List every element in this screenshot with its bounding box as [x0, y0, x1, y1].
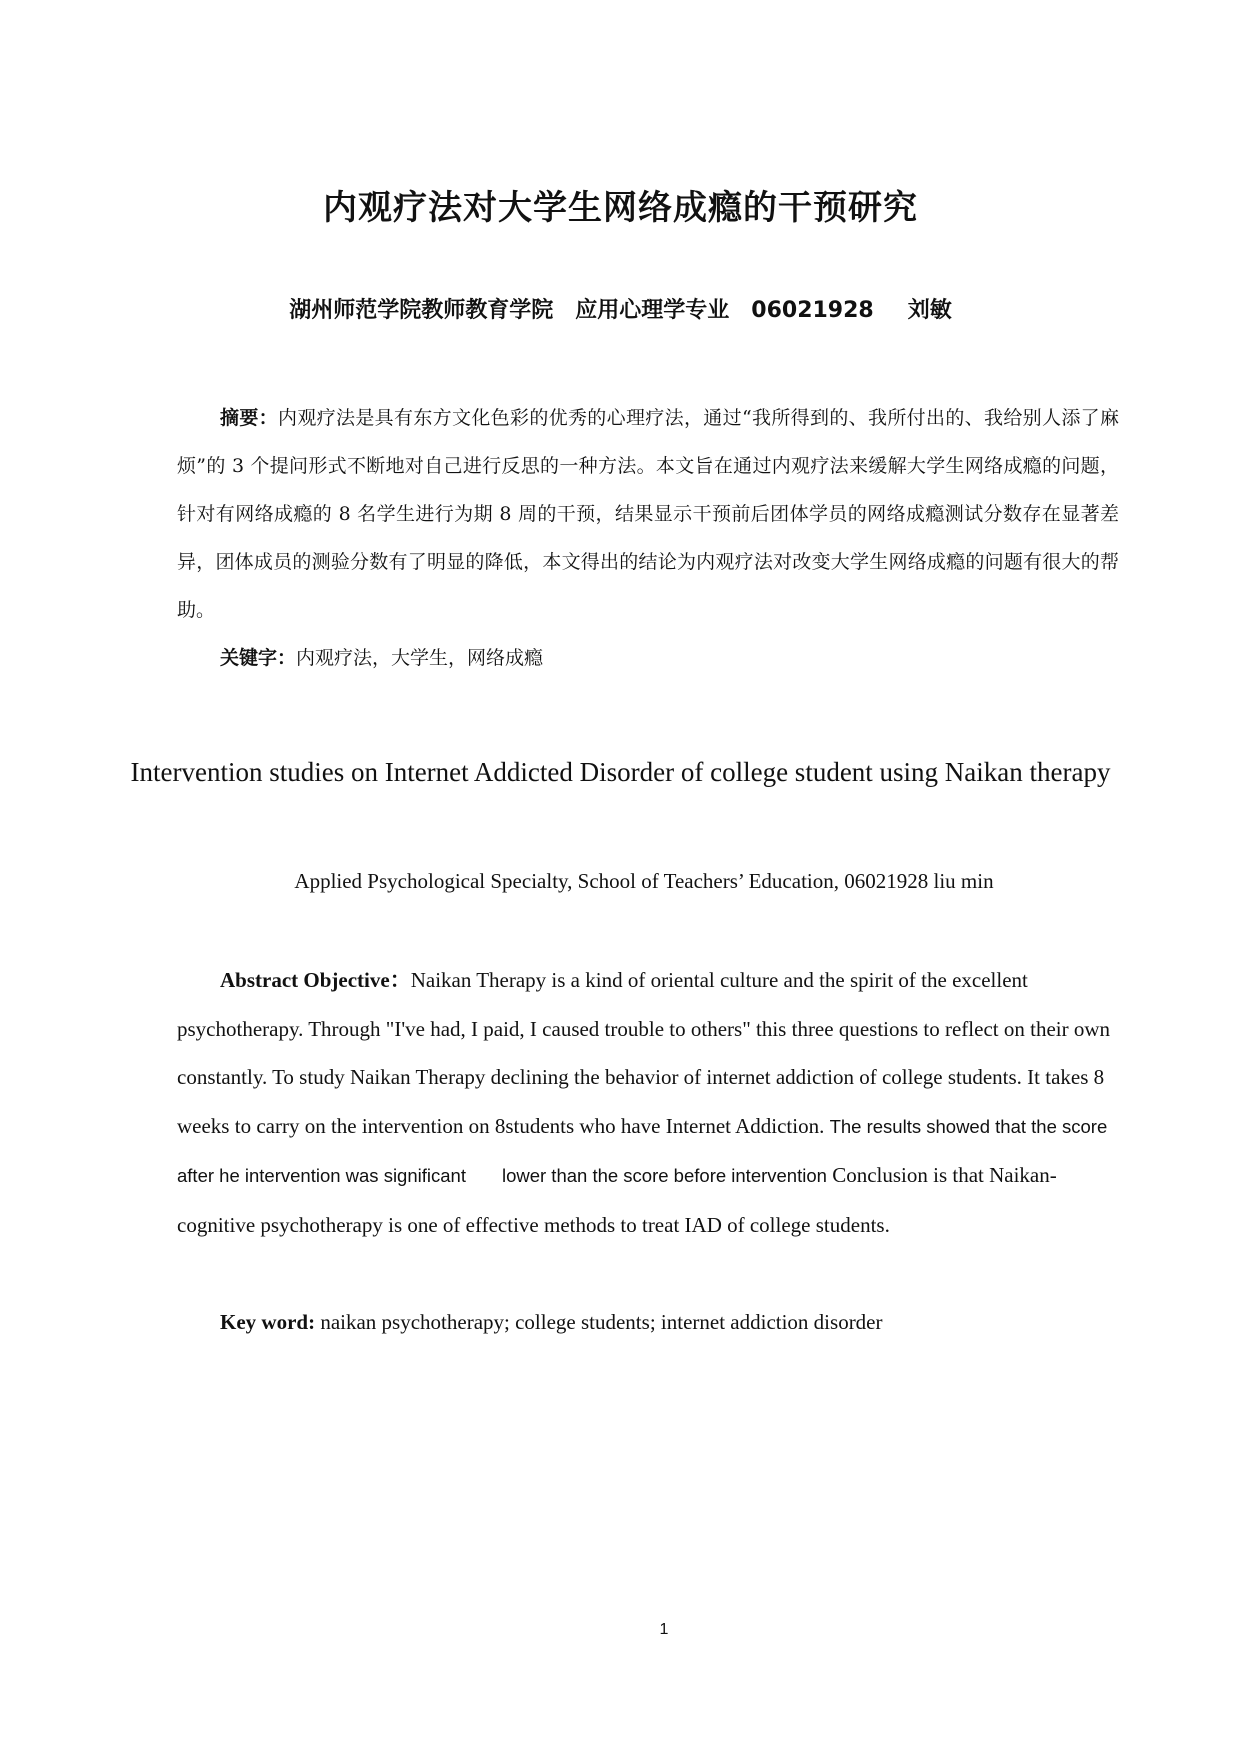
english-title: Intervention studies on Internet Addicted Disorder of college student using Naikan therapy: [130, 757, 1111, 787]
chinese-abstract: [177, 394, 1119, 634]
english-affiliation: Applied Psychological Specialty, School of Teachers’ Education, 06021928 liu min: [294, 869, 994, 893]
chinese-keywords-label: 关键字：: [220, 647, 297, 669]
chinese-abstract-label: 摘要：: [220, 407, 278, 429]
english-abstract-text-4: Conclusion is that Naikan- cognitive psychotherapy is one of effective methods to treat IAD of college students.: [177, 1163, 1057, 1237]
english-keywords: [220, 1298, 1120, 1346]
chinese-keywords: [220, 634, 1120, 682]
page-number: 1: [659, 1621, 669, 1638]
chinese-keywords-text: 内观疗法，大学生，网络成瘾: [296, 647, 544, 669]
paper-title: 内观疗法对大学生网络成瘾的干预研究: [323, 188, 918, 228]
student-id: 06021928: [751, 298, 874, 323]
author-name: 刘敏: [907, 298, 952, 323]
english-abstract-label: Abstract Objective：: [220, 968, 411, 992]
institution: 湖州师范学院教师教育学院: [289, 298, 554, 323]
major: 应用心理学专业: [575, 298, 730, 323]
english-abstract-text-3: lower than the score before intervention: [501, 1165, 827, 1186]
english-keywords-text: naikan psychotherapy; college students; internet addiction disorder: [320, 1310, 883, 1334]
english-abstract-text-1: Naikan Therapy is a kind of oriental culture and the spirit of the excellent psychotherapy. Through "I've had, I paid, I caused trouble to others" this three questions to reflect on their own constantly. To study Naikan Therapy declining the behavior of internet addiction of college students. It takes 8 weeks to carry on the intervention on 8students who have Internet Addiction.: [177, 968, 1111, 1138]
english-abstract-text-2: The results showed that the score after he intervention was significant: [177, 1115, 1108, 1186]
chinese-abstract-text: 内观疗法是具有东方文化色彩的优秀的心理疗法，通过“我所得到的、我所付出的、我给别人添了麻烦”的 3 个提问形式不断地对自己进行反思的一种方法。本文旨在通过内观疗法来缓解大学生网络成瘾的问题，针对有网络成瘾的 8 名学生进行为期 8 周的干预，结果显示干预前后团体学员的网络成瘾测试分数存在显著差异，团体成员的测验分数有了明显的降低，本文得出的结论为内观疗法对改变大学生网络成瘾的问题有很大的帮助。: [177, 407, 1119, 621]
english-keywords-label: Key word:: [220, 1310, 316, 1334]
english-abstract: [177, 956, 1119, 1249]
author-affiliation: [0, 296, 1241, 326]
